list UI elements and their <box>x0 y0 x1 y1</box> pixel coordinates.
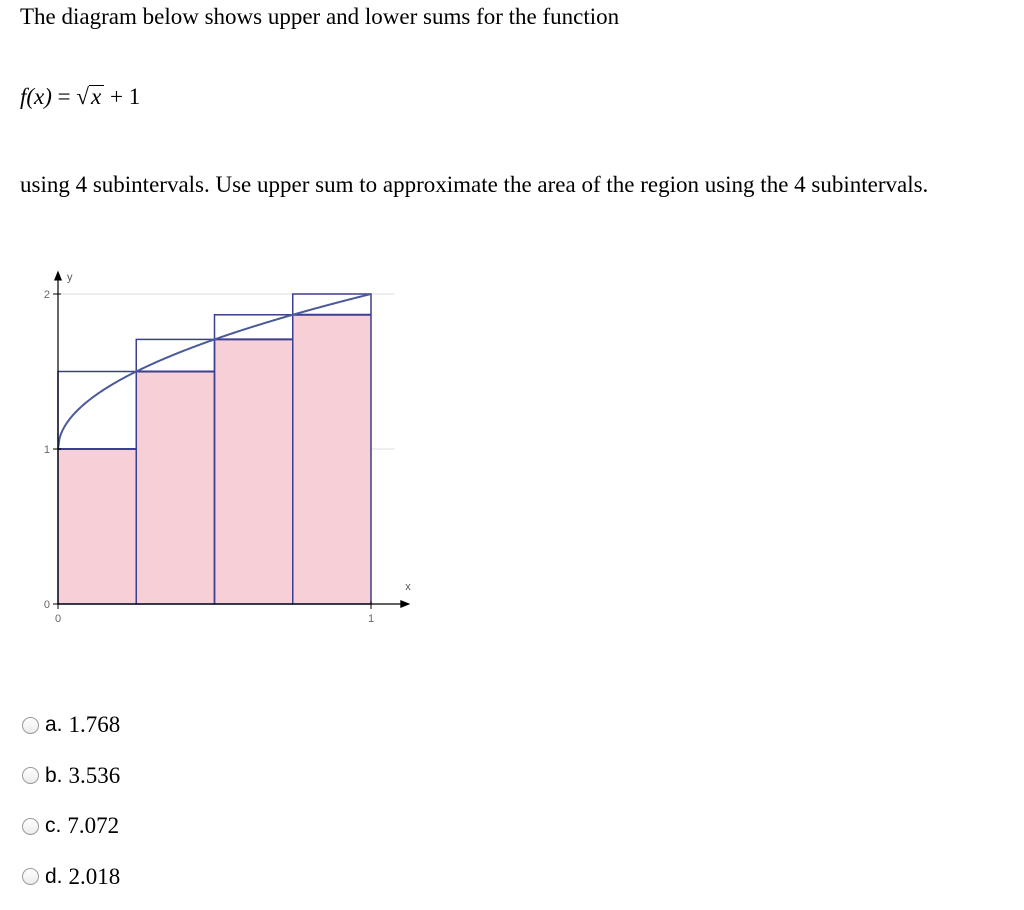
sqrt-symbol: √ <box>76 84 90 109</box>
y-axis-label: y <box>67 271 73 284</box>
radio-d[interactable] <box>22 868 39 885</box>
formula-lhs: f(x) <box>20 84 52 109</box>
x-tick-label-1: 1 <box>367 613 375 625</box>
formula-equals: = <box>57 84 71 109</box>
y-tick-label-2: 2 <box>43 289 50 301</box>
option-letter: a. <box>45 713 63 736</box>
lower-rect-2 <box>136 372 214 605</box>
lower-rect-1 <box>58 449 136 604</box>
y-tick-label-1: 1 <box>43 444 50 456</box>
answer-options <box>22 708 120 910</box>
x-tick-label-0: 0 <box>54 613 62 625</box>
option-b[interactable] <box>22 759 120 793</box>
radio-b[interactable] <box>22 767 39 784</box>
option-d[interactable] <box>22 860 120 894</box>
option-a[interactable] <box>22 708 120 742</box>
option-value: 3.536 <box>68 762 121 788</box>
formula-tail: + 1 <box>110 84 141 109</box>
option-letter: b. <box>45 763 63 787</box>
y-tick-label-0: 0 <box>43 599 50 611</box>
option-letter: c. <box>45 814 62 837</box>
x-axis-label: x <box>405 581 411 593</box>
option-letter: d. <box>45 864 63 888</box>
formula-radicand: x <box>89 85 104 108</box>
lower-rect-4 <box>293 315 371 604</box>
lower-rect-3 <box>215 339 293 604</box>
question-text-line2: using 4 subintervals. Use upper sum to approximate the area of the region using the 4 subintervals. <box>20 172 929 197</box>
question-text-line1: The diagram below shows upper and lower sums for the function <box>20 4 620 29</box>
option-value: 1.768 <box>68 712 121 737</box>
y-axis-arrow <box>54 271 62 281</box>
option-c[interactable] <box>22 809 120 843</box>
radio-c[interactable] <box>22 818 39 835</box>
option-value: 2.018 <box>68 863 121 889</box>
radio-a[interactable] <box>22 717 39 734</box>
option-value: 7.072 <box>67 813 120 838</box>
x-axis-arrow <box>400 600 410 608</box>
